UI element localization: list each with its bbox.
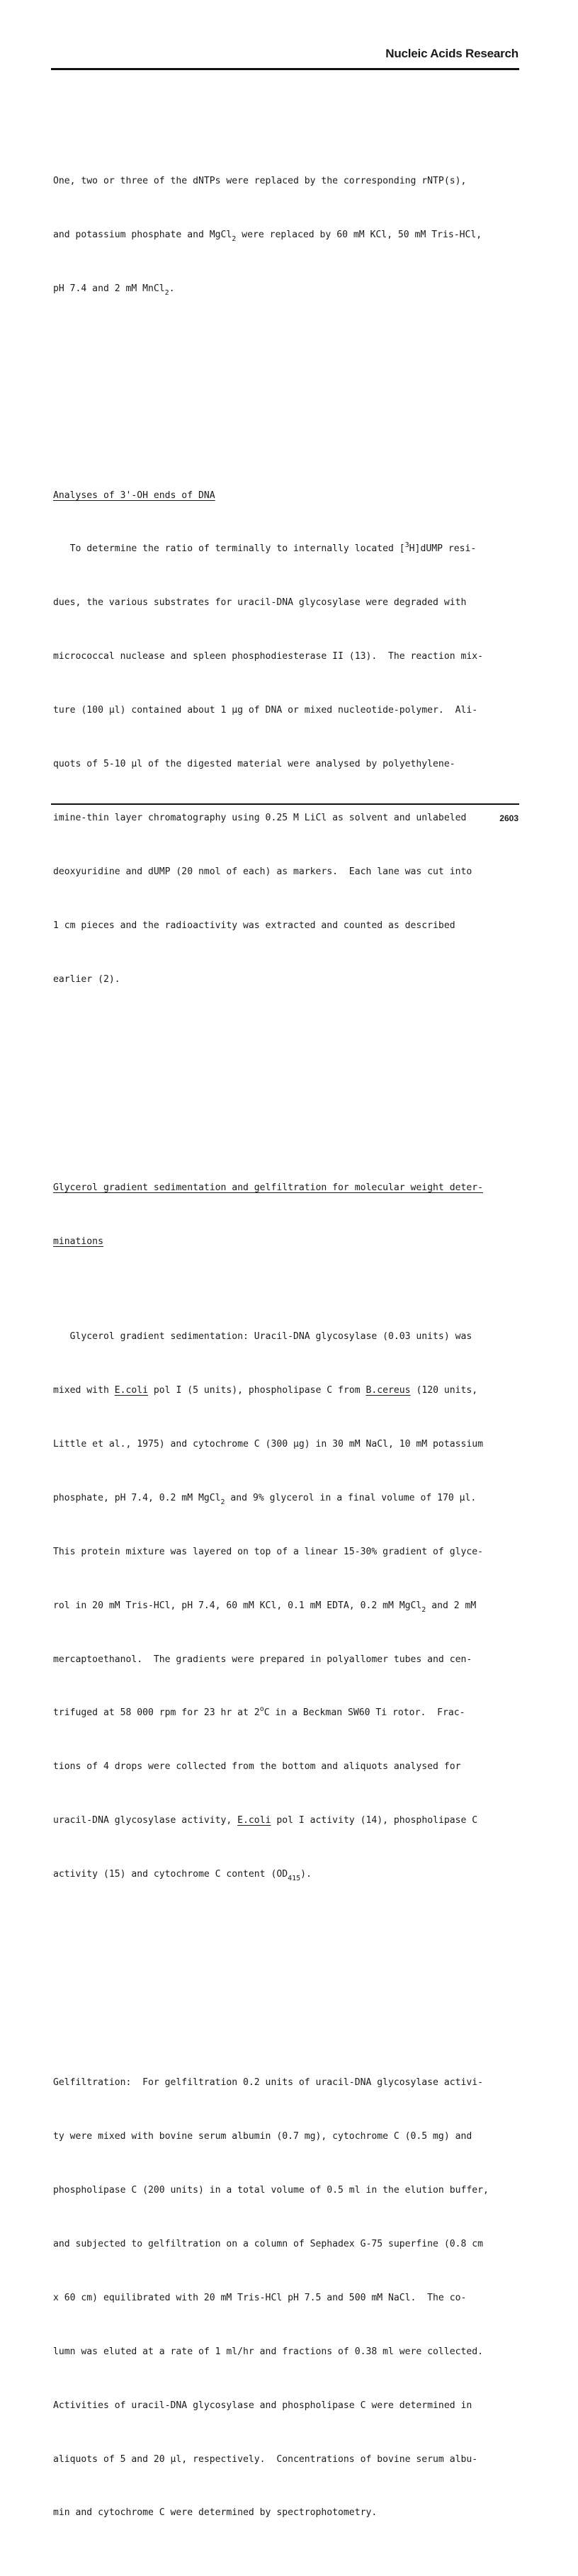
text-line: and subjected to gelfiltration on a column of Sephadex G-75 superfine (0.8 cm xyxy=(53,2239,483,2250)
text-line: mercaptoethanol. The gradients were prepared in polyallomer tubes and cen- xyxy=(53,1654,472,1665)
section-heading: minations xyxy=(53,1236,103,1247)
header-rule xyxy=(51,68,519,70)
text-line: quots of 5-10 µl of the digested material were analysed by polyethylene- xyxy=(53,758,455,769)
text-line: aliquots of 5 and 20 µl, respectively. Concentrations of bovine serum albu- xyxy=(53,2453,478,2465)
text-line: trifuged at 58 000 rpm for 23 hr at 2$^o$C in a Beckman SW60 Ti rotor. Frac- xyxy=(53,1705,465,1719)
text-line: phosphate, pH 7.4, 0.2 mM MgCl$_2$ and 9% glycerol in a final volume of 170 µl. xyxy=(53,1492,477,1506)
paragraph-reaction-conditions xyxy=(53,137,524,334)
text-line: ture (100 µl) contained about 1 µg of DNA or mixed nucleotide-polymer. Ali- xyxy=(53,705,478,716)
text-line: imine-thin layer chromatography using 0.25 M LiCl as solvent and unlabeled xyxy=(53,812,467,823)
text-line: 1 cm pieces and the radioactivity was extracted and counted as described xyxy=(53,920,455,931)
text-line: Activities of uracil-DNA glycosylase and phospholipase C were determined in xyxy=(53,2400,472,2411)
page-number: 2603 xyxy=(499,813,518,823)
text-line: Gelfiltration: For gelfiltration 0.2 units of uracil-DNA glycosylase activi- xyxy=(53,2077,483,2089)
section-3oh-ends xyxy=(53,451,524,1024)
text-line: mixed with E.coli pol I (5 units), phospholipase C from B.cereus (120 units, xyxy=(53,1385,478,1396)
section-heading: Analyses of 3'-OH ends of DNA xyxy=(53,490,215,501)
text-line: This protein mixture was layered on top of a linear 15-30% gradient of glyce- xyxy=(53,1546,483,1557)
text-line: activity (15) and cytochrome C content $(OD_{415})$. xyxy=(53,1869,312,1883)
text-line: x 60 cm) equilibrated with 20 mM Tris-HCl pH 7.5 and 500 mM NaCl. The co- xyxy=(53,2292,467,2303)
text-line: phospholipase C (200 units) in a total volume of 0.5 ml in the elution buffer, xyxy=(53,2185,489,2196)
text-line: Little et al., 1975) and cytochrome C (300 µg) in 30 mM NaCl, 10 mM potassium xyxy=(53,1438,483,1450)
page-body xyxy=(53,83,524,2576)
footer-rule xyxy=(51,803,519,805)
text-line: Glycerol gradient sedimentation: Uracil-DNA glycosylase (0.03 units) was xyxy=(53,1331,472,1343)
text-line: tions of 4 drops were collected from the bottom and aliquots analysed for xyxy=(53,1761,461,1773)
text-line: To determine the ratio of terminally to internally located [$^3$H]dUMP resi- xyxy=(53,541,477,555)
text-line: earlier (2). xyxy=(53,973,120,985)
journal-name: Nucleic Acids Research xyxy=(385,47,518,60)
text-line: dues, the various substrates for uracil-DNA glycosylase were degraded with xyxy=(53,597,467,609)
section-glycerol-gradient xyxy=(53,1143,524,1919)
paragraph-gelfiltration xyxy=(53,2038,524,2558)
text-line: micrococcal nuclease and spleen phosphodiesterase II (13). The reaction mix- xyxy=(53,651,483,662)
text-line: One, two or three of the dNTPs were replaced by the corresponding rNTP(s), xyxy=(53,176,467,187)
text-line: ty were mixed with bovine serum albumin (0.7 mg), cytochrome C (0.5 mg) and xyxy=(53,2131,472,2142)
text-line: lumn was eluted at a rate of 1 ml/hr and fractions of 0.38 ml were collected. xyxy=(53,2346,483,2357)
text-line: and potassium phosphate and MgCl$_2$ were replaced by 60 mM KCl, 50 mM Tris-HCl, xyxy=(53,230,482,244)
text-line: uracil-DNA glycosylase activity, E.coli pol I activity (14), phospholipase C xyxy=(53,1815,478,1826)
text-line: pH 7.4 and 2 mM MnCl$_2$. xyxy=(53,283,175,298)
text-line: rol in 20 mM Tris-HCl, pH 7.4, 60 mM KCl, 0.1 mM EDTA, 0.2 mM MgCl$_2$ and 2 mM xyxy=(53,1600,477,1614)
text-line: min and cytochrome C were determined by spectrophotometry. xyxy=(53,2507,378,2519)
text-line: deoxyuridine and dUMP (20 nmol of each) as markers. Each lane was cut into xyxy=(53,866,472,877)
section-heading: Glycerol gradient sedimentation and gelfiltration for molecular weight deter- xyxy=(53,1182,483,1193)
